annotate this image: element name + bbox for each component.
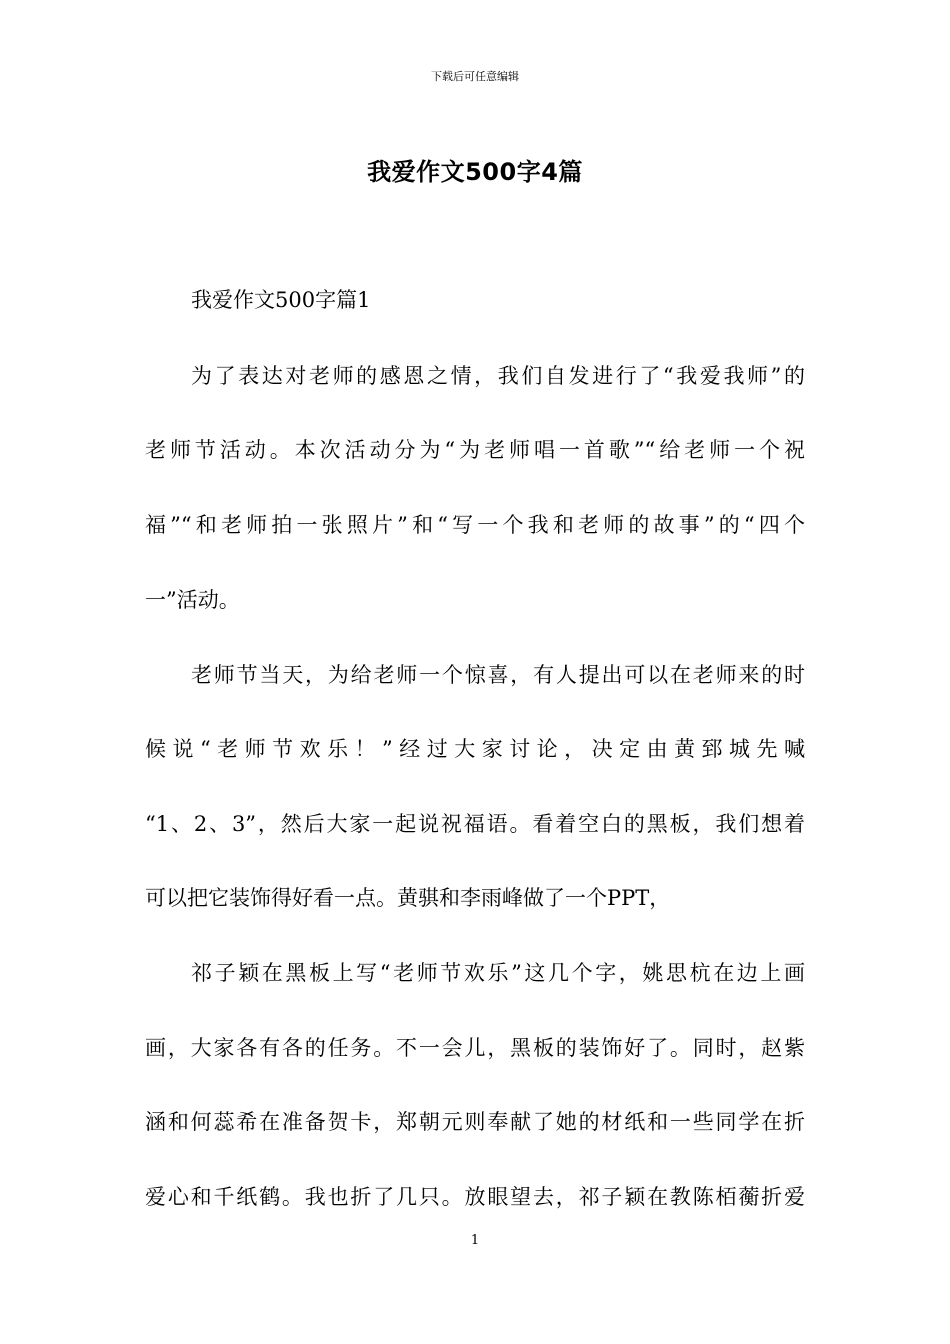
paragraph-line: “1、2、3”，然后大家一起说祝福语。看着空白的黑板，我们想着 (145, 812, 805, 836)
header-note: 下载后可任意编辑 (431, 70, 519, 83)
paragraph-line: 老师节活动。本次活动分为“为老师唱一首歌”“给老师一个祝 (145, 438, 805, 462)
section-heading: 我爱作文500字篇1 (191, 288, 371, 312)
paragraph-line: 候说“老师节欢乐！”经过大家讨论，决定由黄郅城先喊 (145, 737, 805, 761)
paragraph-line: 老师节当天，为给老师一个惊喜，有人提出可以在老师来的时 (191, 663, 805, 687)
paragraph-line: 祁子颖在黑板上写“老师节欢乐”这几个字，姚思杭在边上画 (191, 961, 805, 985)
page-number: 1 (470, 1233, 480, 1248)
paragraph-line: 爱心和千纸鹤。我也折了几只。放眼望去，祁子颖在教陈栢蘅折爱 (145, 1185, 805, 1209)
paragraph-line: 一”活动。 (145, 588, 240, 612)
paragraph-line: 涵和何蕊希在准备贺卡，郑朝元则奉献了她的材纸和一些同学在折 (145, 1110, 805, 1134)
paragraph-line: 为了表达对老师的感恩之情，我们自发进行了“我爱我师”的 (191, 364, 805, 388)
paragraph-line: 画，大家各有各的任务。不一会儿，黑板的装饰好了。同时，赵紫 (145, 1036, 805, 1060)
paragraph-line: 可以把它装饰得好看一点。黄骐和李雨峰做了一个PPT， (145, 886, 671, 910)
document-title: 我爱作文500字4篇 (367, 158, 583, 186)
paragraph-line: 福”“和老师拍一张照片”和“写一个我和老师的故事”的“四个 (145, 513, 805, 537)
